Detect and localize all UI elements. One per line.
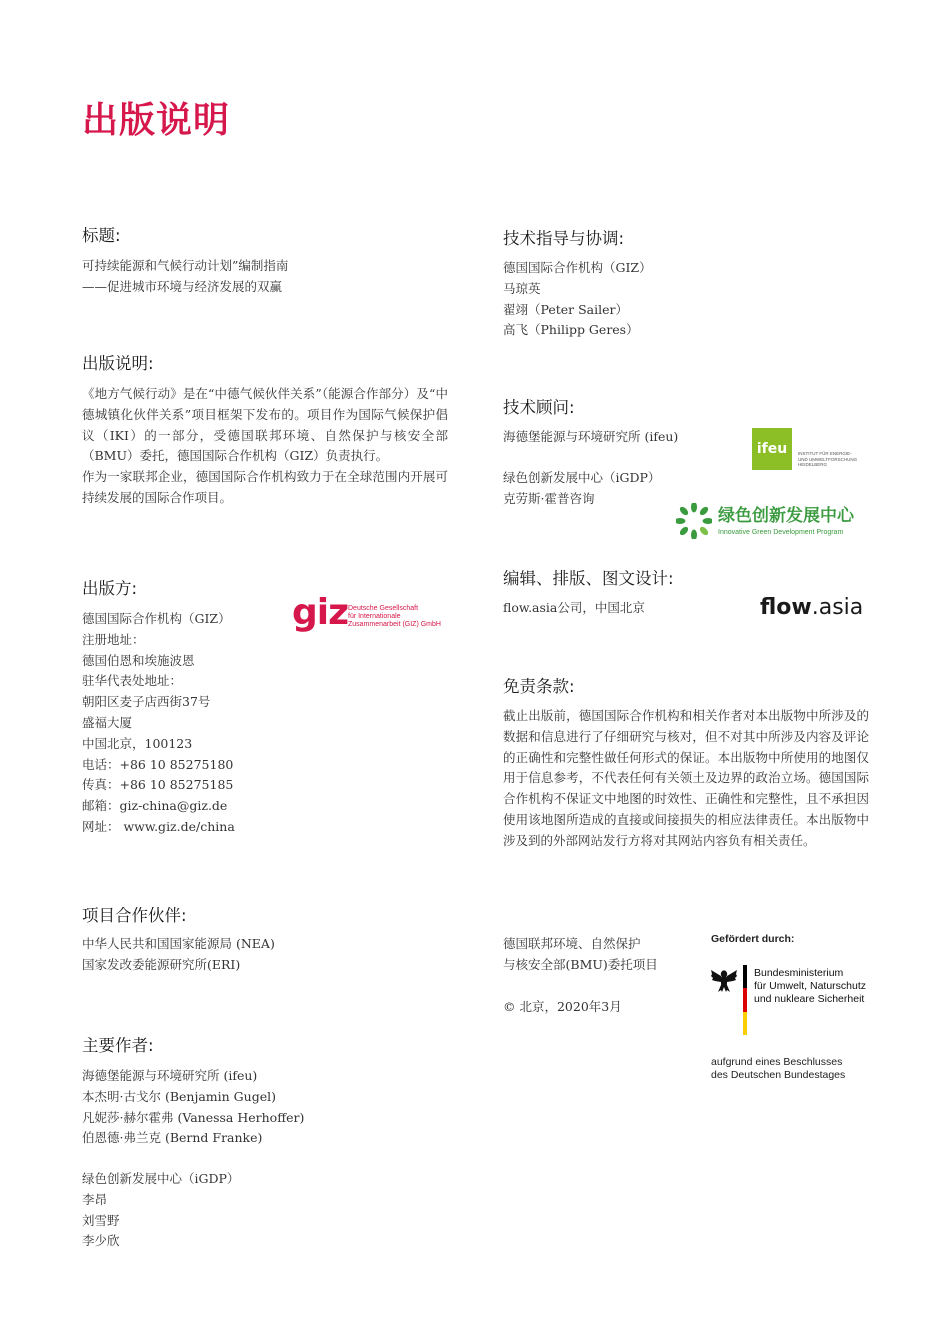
- bmu-funded-by: Gefördert durch:: [711, 933, 795, 945]
- partner-eri: 国家发改委能源研究所(ERI): [82, 956, 241, 972]
- partner-nea: 中华人民共和国国家能源局 (NEA): [82, 936, 275, 951]
- commission-line: 与核安全部(BMU)委托项目: [503, 956, 658, 972]
- bmu-logo: [711, 933, 881, 1083]
- guidance-name: 马琼英: [503, 280, 541, 296]
- giz-logo-text: für Internationale: [348, 613, 401, 620]
- ifeu-logo-text: UND UMWELTFORSCHUNG: [798, 456, 858, 462]
- section-heading-editing: 编辑、排版、图文设计:: [503, 569, 674, 588]
- authors-group-igdp: [82, 1169, 239, 1252]
- bmu-logo-text: für Umwelt, Naturschutz: [754, 980, 867, 992]
- section-heading-disclaimer: 免责条款:: [503, 677, 575, 696]
- publisher-line: 中国北京，100123: [82, 735, 193, 751]
- ifeu-logo-mark: ifeu: [752, 428, 792, 470]
- author-name: 李少欣: [82, 1233, 120, 1249]
- section-heading-partners: 项目合作伙伴:: [82, 906, 187, 925]
- editing-line: flow.asia公司，中国北京: [503, 600, 645, 615]
- bmu-logo-text: Bundesministerium: [754, 967, 844, 979]
- section-heading-advisors: 技术顾问:: [503, 398, 575, 417]
- author-name: 刘雪野: [82, 1212, 120, 1228]
- author-name: 李昂: [82, 1191, 108, 1207]
- federal-eagle-icon: [711, 965, 737, 993]
- authors-group-ifeu: [82, 1066, 304, 1149]
- commission-block: [503, 934, 658, 976]
- author-name: 凡妮莎·赫尔霍弗 (Vanessa Herhoffer): [82, 1109, 305, 1125]
- igdp-logo-en: Innovative Green Development Program: [718, 529, 844, 536]
- title-block: [82, 256, 288, 298]
- giz-logo-mark: giz: [292, 592, 349, 633]
- flow-logo-light: .asia: [811, 595, 864, 620]
- page-title: 出版说明: [82, 100, 231, 141]
- publisher-line: 德国伯恩和埃施波恩: [82, 652, 195, 668]
- title-line: ——促进城市环境与经济发展的双赢: [82, 278, 283, 294]
- ifeu-logo-text: INSTITUT FÜR ENERGIE-: [798, 451, 852, 456]
- publisher-line: 盛福大厦: [82, 714, 133, 730]
- publisher-block: [82, 609, 235, 838]
- igdp-logo-cn: 绿色创新发展中心: [718, 506, 854, 526]
- guidance-block: [503, 258, 652, 341]
- giz-logo-text: Zusammenarbeit (GIZ) GmbH: [348, 621, 441, 628]
- guidance-name: 高飞（Philipp Geres）: [503, 322, 639, 338]
- flow-asia-logo: [760, 594, 863, 622]
- section-heading-authors: 主要作者:: [82, 1036, 154, 1055]
- guidance-name: 翟翊（Peter Sailer）: [503, 301, 629, 317]
- bmu-logo-text: und nukleare Sicherheit: [754, 993, 865, 1005]
- section-heading-publication: 出版说明:: [82, 354, 154, 373]
- partners-block: [82, 934, 275, 976]
- igdp-leaf-ring-icon: [676, 503, 712, 539]
- publisher-org: 德国国际合作机构（GIZ）: [82, 611, 231, 626]
- author-name: 本杰明·古戈尔 (Benjamin Gugel): [82, 1088, 276, 1104]
- section-heading-guidance: 技术指导与协调:: [503, 229, 625, 248]
- advisor-igdp: 绿色创新发展中心（iGDP）: [503, 470, 661, 485]
- publisher-line: 驻华代表处地址：: [82, 673, 183, 689]
- section-heading-title: 标题:: [82, 226, 121, 245]
- flow-logo-bold: flow: [760, 595, 812, 620]
- guidance-org: 德国国际合作机构（GIZ）: [503, 260, 652, 275]
- bmu-footer-text: aufgrund eines Beschlusses: [711, 1056, 843, 1068]
- igdp-logo: [676, 503, 870, 539]
- german-flag-bar: [743, 965, 747, 1035]
- disclaimer-text: 截止出版前，德国国际合作机构和相关作者对本出版物中所涉及的数据和信息进行了仔细研究与核对，但不对其中所涉及内容及评论的正确性和完整性做任何形式的保证。本出版物中所使用的地图仅用于信息参考，不代表任何有关领土及边界的政治立场。德国国际合作机构不保证文中地图的时效性、正确性和完整性，且不承担因使用该地图所造成的直接或间接损失的相应法律责任。本出版物中涉及到的外部网站发行方将对其网站内容负有相关责任。: [503, 708, 869, 848]
- advisor-hopp: 克劳斯·霍普咨询: [503, 491, 595, 506]
- publisher-line: 注册地址：: [82, 631, 145, 647]
- bmu-footer-text: des Deutschen Bundestages: [711, 1069, 846, 1081]
- author-name: 伯恩德·弗兰克 (Bernd Franke): [82, 1130, 263, 1146]
- publication-text: [82, 384, 448, 509]
- publisher-phone: 电话：+86 10 85275180: [82, 756, 234, 772]
- ifeu-logo-text: HEIDELBERG: [798, 462, 828, 467]
- copyright: © 北京，2020年3月: [503, 999, 622, 1014]
- giz-logo: [292, 592, 452, 640]
- publication-paragraph: 《地方气候行动》是在“中德气候伙伴关系”（能源合作部分）及“中德城镇化伙伴关系”项目框架下发布的。项目作为国际气候保护倡议（IKI）的一部分，受德国联邦环境、自然保护与核安全部（BMU）委托，德国国际合作机构（GIZ）负责执行。: [82, 386, 448, 464]
- publisher-email: 邮箱：giz-china@giz.de: [82, 798, 228, 814]
- giz-logo-text: Deutsche Gesellschaft: [348, 605, 419, 612]
- publication-paragraph: 作为一家联邦企业，德国国际合作机构致力于在全球范围内开展可持续发展的国际合作项目。: [82, 469, 448, 505]
- author-org: 海德堡能源与环境研究所 (ifeu): [82, 1068, 258, 1083]
- publisher-fax: 传真：+86 10 85275185: [82, 777, 234, 793]
- commission-line: 德国联邦环境、自然保护: [503, 936, 641, 951]
- ifeu-logo: [752, 428, 868, 470]
- author-org: 绿色创新发展中心（iGDP）: [82, 1171, 240, 1186]
- publisher-line: 朝阳区麦子店西街37号: [82, 694, 211, 710]
- publisher-website: 网址： www.giz.de/china: [82, 818, 235, 834]
- advisor-ifeu: 海德堡能源与环境研究所 (ifeu): [503, 429, 679, 444]
- section-heading-publisher: 出版方:: [82, 579, 138, 598]
- title-line: 可持续能源和气候行动计划”编制指南: [82, 258, 289, 273]
